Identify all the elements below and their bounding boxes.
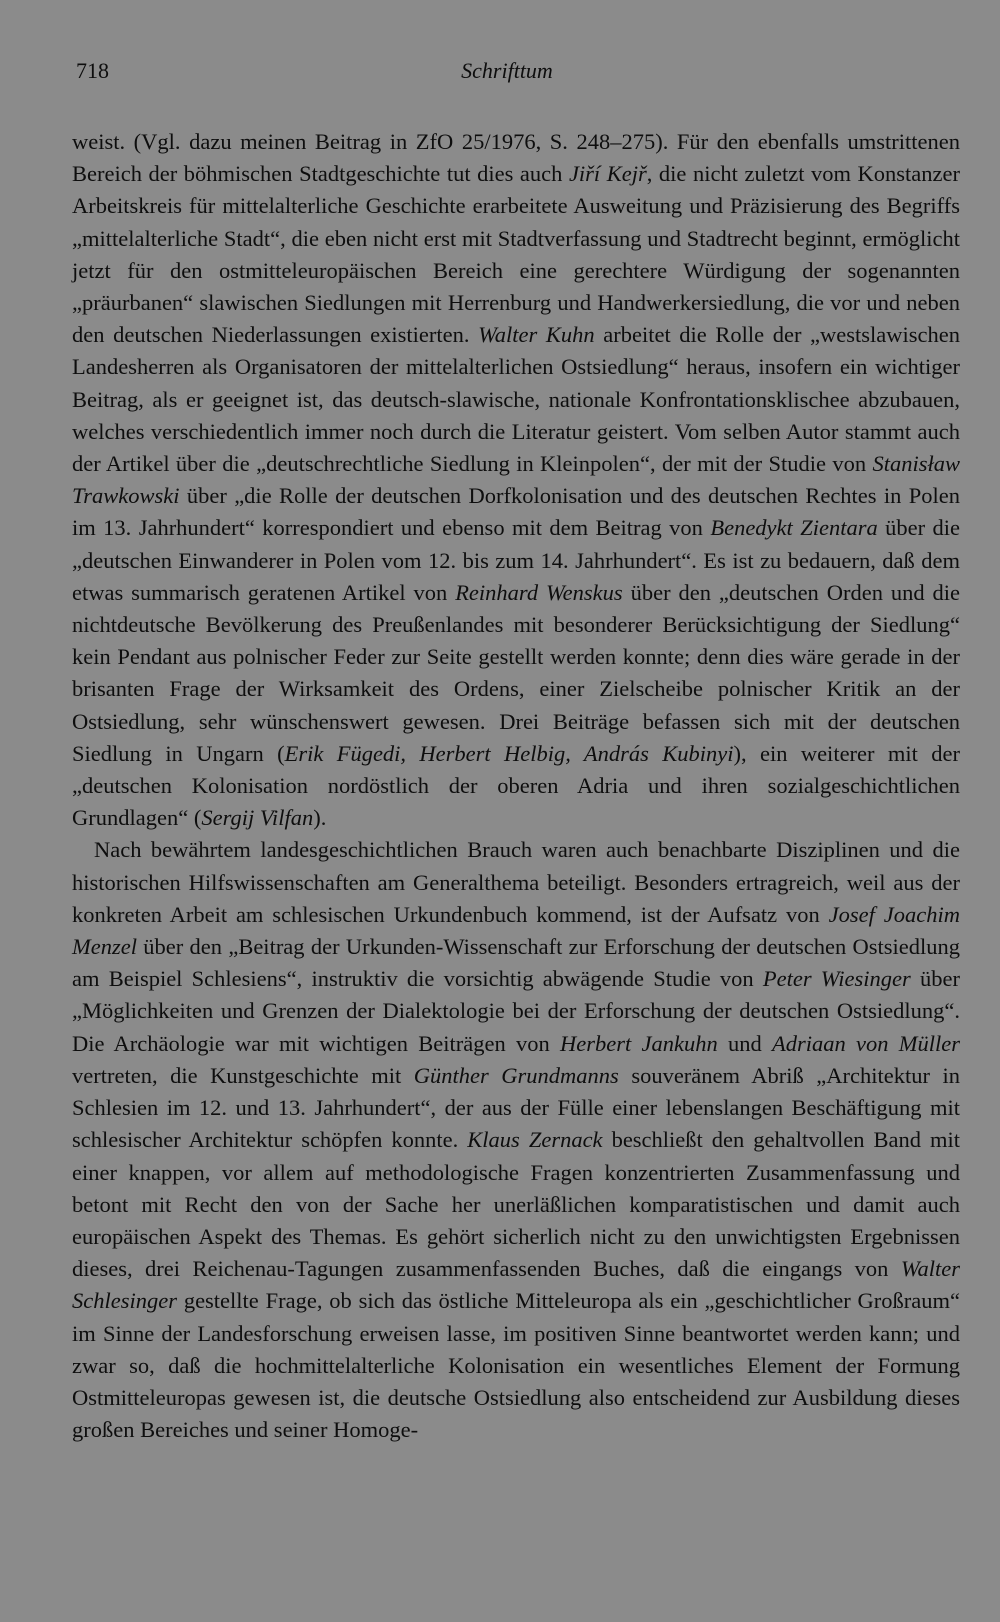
text-segment: über die „deutschen Einwanderer in Polen vom 12. bis zum 14. Jahrhundert“. Es ist zu bedauern, daß dem etwas summarisch geratenen Artikel von <box>72 515 961 605</box>
author-name: Benedykt Zientara <box>710 515 878 541</box>
text-segment: gestellte Frage, ob sich das östliche Mitteleuropa als ein „geschichtlicher Großraum“ im Sinne der Landesforschung erweisen lasse, im positiven Sinne beantwortet werden kann; und zwar so, daß die hochmittelalterliche Kolonisation ein wesentliches Element der Formung Ostmitteleuropas gewesen ist, die deutsche Ostsiedlung also entscheidend zur Ausbildung dieses großen Bereiches und seiner Homoge- <box>72 1288 960 1443</box>
text-segment: über „die Rolle der deutschen Dorfkolonisation und des deutschen Rechtes in Polen im 13. Jahrhundert“ korrespondiert und ebenso mit dem Beitrag von <box>72 483 960 541</box>
page-number: 718 <box>76 58 109 83</box>
text-segment: über „Möglichkeiten und Grenzen der Dialektologie bei der Erforschung der deutschen Ostsiedlung“. Die Archäologie war mit wichtigen Beiträgen von <box>72 966 960 1056</box>
author-name: Walter Schlesinger <box>72 1256 960 1314</box>
author-name: Adriaan von Müller <box>771 1030 960 1056</box>
author-name: Klaus Zernack <box>467 1127 603 1153</box>
text-segment: über den „Beitrag der Urkunden-Wissenschaft zur Erforschung der deutschen Ostsiedlung am Beispiel Schlesiens“, instruktiv die vorsichtig abwägende Studie von <box>72 934 960 992</box>
text-segment: , die nicht zuletzt vom Konstanzer Arbeitskreis für mittelalterliche Geschichte erarbeitete Ausweitung und Präzisierung des Begriffs „mittelalterliche Stadt“, die eben nicht erst mit Stadtverfassung und Stadtrecht beginnt, ermöglicht jetzt für den ostmitteleuropäischen Bereich eine gerechtere Würdigung der sogenannten „präurbanen“ slawischen Siedlungen mit Herrenburg und Handwerkersiedlung, die vor und neben den deutschen Niederlassungen existierten. <box>72 161 960 348</box>
author-name: Walter Kuhn <box>478 322 595 348</box>
author-name: Stanisław Trawkowski <box>72 451 960 509</box>
author-name: Günther Grundmanns <box>413 1062 619 1088</box>
author-name: Josef Joachim Menzel <box>72 901 960 960</box>
text-segment: beschließt den gehaltvollen Band mit einer knappen, vor allem auf methodologische Fragen konzentrierten Zusammenfassung und betont mit Recht den von der Sache her unerläßlichen komparatistischen und damit auch europäischen Aspekt des Themas. Es gehört sicherlich nicht zu den unwichtigsten Ergebnissen dieses, drei Reichenau-Tagungen zusammenfassenden Buches, daß die eingangs von <box>72 1127 961 1282</box>
author-name: Peter Wiesinger <box>762 966 911 992</box>
author-name: Reinhard Wenskus <box>455 579 623 605</box>
text-segment: ). <box>313 805 327 831</box>
text-segment: Nach bewährtem landesgeschichtlichen Brauch waren auch benachbarte Disziplinen und die historischen Hilfswissenschaften am Generalthema beteiligt. Besonders ertragreich, weil aus der konkreten Arbeit am schlesischen Urkundenbuch kommend, ist der Aufsatz von <box>72 837 960 927</box>
paragraph-2 <box>72 834 960 1446</box>
author-name: Erik Fügedi, Herbert Helbig, András Kubinyi <box>284 740 734 766</box>
body-text <box>72 126 960 1446</box>
author-name: Sergij Vilfan <box>201 805 314 831</box>
text-segment: über den „deutschen Orden und die nichtdeutsche Bevölkerung des Preußenlandes mit besonderer Berücksichtigung der Siedlung“ kein Pendant aus polnischer Feder zur Seite gestellt werden konnte; denn dies wäre gerade in der brisanten Frage der Wirksamkeit des Ordens, einer Zielscheibe polnischer Kritik an der Ostsiedlung, sehr wünschenswert gewesen. Drei Beiträge befassen sich mit der deutschen Siedlung in Ungarn ( <box>72 579 960 766</box>
author-name: Herbert Jankuhn <box>559 1030 718 1056</box>
paragraph-1 <box>72 126 960 834</box>
text-segment: vertreten, die Kunstgeschichte mit <box>72 1062 414 1088</box>
text-segment: arbeitet die Rolle der „westslawischen Landesherren als Organisatoren der mittelalterlichen Ostsiedlung“ heraus, insofern ein wichtiger Beitrag, als er geeignet ist, das deutsch-slawische, nationale Konfrontationsklischee abzubauen, welches verschiedentlich immer noch durch die Literatur geistert. Vom selben Autor stammt auch der Artikel über die „deutschrechtliche Siedlung in Kleinpolen“, der mit der Studie von <box>72 322 960 477</box>
text-segment: und <box>717 1030 772 1056</box>
text-segment: souveränem Abriß „Architektur in Schlesien im 12. und 13. Jahrhundert“, der aus der Fülle einer lebenslangen Beschäftigung mit schlesischer Architektur schöpfen konnte. <box>72 1062 960 1153</box>
page-header <box>76 58 938 94</box>
author-name: Jiří Kejř <box>568 161 647 187</box>
text-segment: ), ein weiterer mit der „deutschen Kolonisation nordöstlich der oberen Adria und ihren sozialgeschichtlichen Grundlagen“ ( <box>72 740 960 831</box>
text-segment: weist. (Vgl. dazu meinen Beitrag in ZfO 25/1976, S. 248–275). Für den ebenfalls umstrittenen Bereich der böhmischen Stadtgeschichte tut dies auch <box>72 129 960 187</box>
running-head: Schrifttum <box>461 58 553 83</box>
